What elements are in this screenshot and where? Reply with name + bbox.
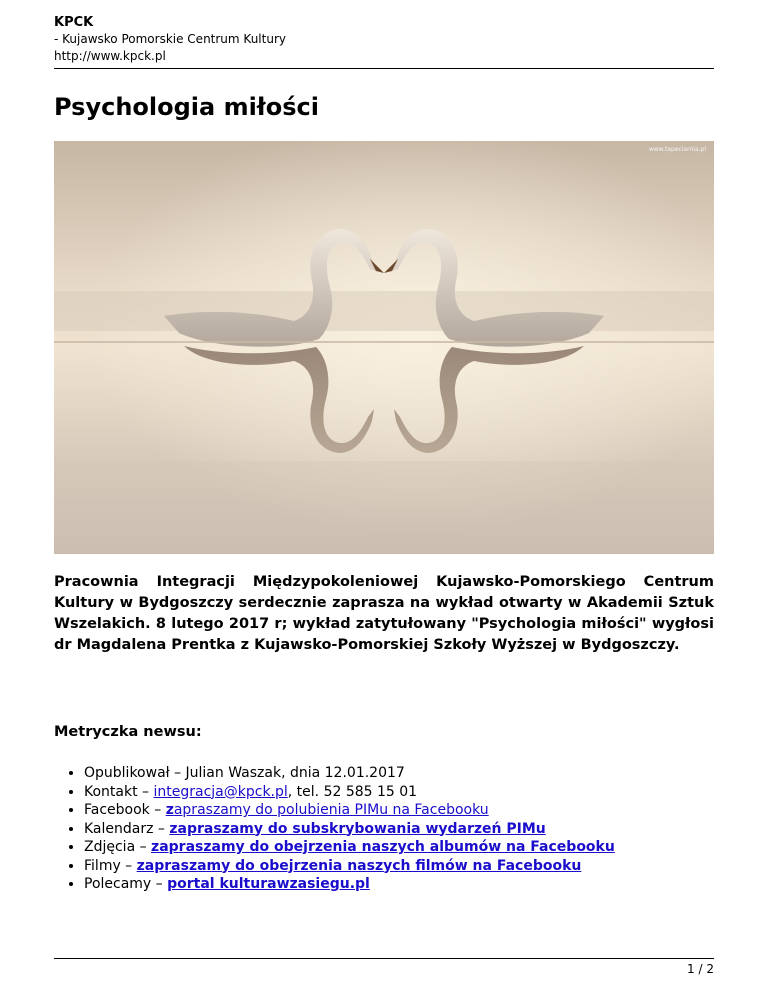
photo-watermark: www.tapeciarnia.pl bbox=[648, 146, 706, 153]
footer-divider bbox=[54, 958, 714, 959]
list-item-films bbox=[84, 857, 744, 876]
photos-link[interactable]: zapraszamy do obejrzenia naszych albumów na Facebooku bbox=[151, 839, 615, 855]
list-item-author bbox=[84, 764, 744, 783]
facebook-link[interactable] bbox=[166, 802, 489, 818]
site-name: KPCK bbox=[54, 15, 94, 30]
films-link[interactable]: zapraszamy do obejrzenia naszych filmów na Facebooku bbox=[136, 857, 582, 874]
metryczka-title: Metryczka newsu: bbox=[54, 724, 202, 740]
site-url: http://www.kpck.pl bbox=[54, 49, 166, 63]
facebook-label: Facebook – bbox=[84, 802, 166, 818]
author-text: Opublikował – Julian Waszak, dnia 12.01.2017 bbox=[84, 765, 405, 781]
list-item-facebook bbox=[84, 801, 744, 820]
site-header bbox=[54, 14, 714, 65]
list-item-photos bbox=[84, 838, 744, 857]
list-item-calendar bbox=[84, 820, 744, 839]
recommended-label: Polecamy – bbox=[84, 876, 168, 892]
recommended-link[interactable]: portal kulturawzasiegu.pl bbox=[167, 876, 370, 892]
page-title: Psychologia miłości bbox=[54, 93, 319, 121]
facebook-link-first-letter: z bbox=[165, 802, 174, 818]
header-divider bbox=[54, 68, 714, 69]
contact-phone: , tel. 52 585 15 01 bbox=[287, 783, 418, 800]
photos-label: Zdjęcia – bbox=[84, 839, 152, 855]
page-indicator: 1 / 2 bbox=[687, 962, 714, 976]
films-label: Filmy – bbox=[84, 857, 137, 874]
contact-label: Kontakt – bbox=[84, 783, 154, 800]
metryczka-list bbox=[54, 764, 744, 894]
contact-email-link[interactable]: integracja@kpck.pl bbox=[153, 783, 288, 800]
article-lead: Pracownia Integracji Międzypokoleniowej Kujawsko-Pomorskiego Centrum Kultury w Bydgoszczy serdecznie zaprasza na wykład otwarty w Akademii Sztuk Wszelakich. 8 lutego 2017 r; wykład zatytułowany "Psychologia miłości" wygłosi dr Magdalena Prentka z Kujawsko-Pomorskiej Szkoły Wyższej w Bydgoszczy. bbox=[54, 574, 714, 653]
site-subtitle: - Kujawsko Pomorskie Centrum Kultury bbox=[54, 32, 286, 46]
list-item-contact bbox=[84, 783, 744, 802]
calendar-link[interactable]: zapraszamy do subskrybowania wydarzeń PIMu bbox=[169, 820, 546, 837]
facebook-link-text: apraszamy do polubienia PIMu na Facebooku bbox=[173, 802, 489, 818]
calendar-label: Kalendarz – bbox=[84, 820, 170, 837]
list-item-recommended bbox=[84, 875, 744, 894]
article-photo bbox=[54, 141, 714, 554]
swans-image bbox=[54, 141, 714, 554]
